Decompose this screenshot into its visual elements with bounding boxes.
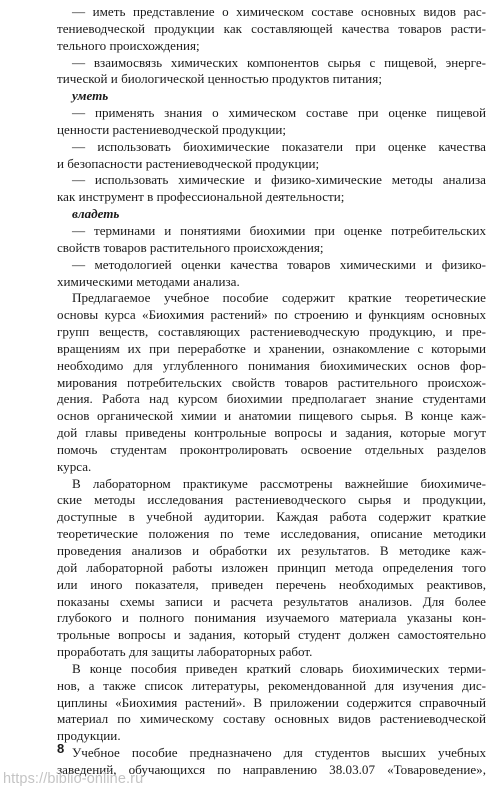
text-line: курса. bbox=[57, 458, 92, 474]
text-line: химическими методами анализа. bbox=[57, 273, 240, 289]
text-line: или иного показателя, приведен перечень необходимых реактивов, bbox=[57, 576, 486, 592]
text-line: доступные в учебной аудитории. Каждая работа содержит краткие bbox=[57, 509, 486, 525]
text-line: — использовать химические и физико-химические методы анализа bbox=[72, 172, 486, 188]
text-line: Предлагаемое учебное пособие содержит краткие теоретические bbox=[72, 290, 486, 306]
text-line: заведений, обучающихся по направлению 38.03.07 «Товароведение», bbox=[57, 761, 486, 777]
text-line: трольные вопросы и задания, который студент должен самостоятельно bbox=[57, 627, 486, 643]
text-line: дой лабораторной работы изложен принцип метода определения того bbox=[57, 559, 486, 575]
page-number: 8 bbox=[57, 741, 65, 756]
text-line: дения. Работа над курсом биохимии предполагает знание студентами bbox=[57, 391, 486, 407]
text-line: проведения анализов и обработки их результатов. В методике каж- bbox=[57, 543, 486, 558]
text-line: и безопасности растениеводческой продукции; bbox=[57, 155, 320, 171]
text-line: дой главы приведены контрольные вопросы и задания, которые могут bbox=[57, 425, 486, 441]
text-line: основ органической химии и анатомии пищевого сырья. В конце каж- bbox=[57, 408, 486, 424]
text-line: — взаимосвязь химических компонентов сырья с пищевой, энерге- bbox=[72, 54, 486, 70]
text-line: материал по химическому составу основных видов растениеводческой bbox=[57, 711, 486, 727]
text-line: групп веществ, составляющих растениеводческую продукцию, и пре- bbox=[57, 324, 486, 340]
text-line: помочь студентам проконтролировать освоение отдельных разделов bbox=[57, 441, 486, 457]
text-line: — применять знания о химическом составе при оценке пищевой bbox=[72, 105, 486, 121]
text-line: свойств товаров растительного происхождения; bbox=[57, 239, 324, 255]
source-watermark: https://biblio-online.ru bbox=[3, 771, 144, 787]
text-line: продукции. bbox=[57, 728, 121, 744]
text-line: основы курса «Биохимия растений» по строению и функциям основных bbox=[57, 307, 486, 323]
text-line: нов, а также список литературы, рекомендованной для изучения дис- bbox=[57, 677, 486, 693]
text-line: мирования потребительских свойств товаров растительного происхож- bbox=[57, 374, 486, 390]
text-line: тельного происхождения; bbox=[57, 37, 200, 53]
text-line: тениеводческой продукции как составляющей качества товаров расти- bbox=[57, 20, 486, 36]
text-line: тической и биологической ценностью продуктов питания; bbox=[57, 71, 382, 87]
text-line: необходимо для углубленного понимания биохимических основ фор- bbox=[57, 357, 486, 373]
text-line: глубокого и полного понимания изучаемого материала указаны кон- bbox=[57, 610, 486, 626]
text-line: В лабораторном практикуме рассмотрены важнейшие биохимиче- bbox=[72, 475, 486, 491]
section-heading: владеть bbox=[72, 206, 120, 222]
text-line: вращениям их при переработке и хранении, ознакомление с которыми bbox=[57, 340, 486, 356]
text-line: В конце пособия приведен краткий словарь биохимических терми- bbox=[72, 660, 486, 676]
text-line: — использовать биохимические показатели при оценке качества bbox=[72, 138, 486, 154]
text-line: ские методы исследования растениеводческого сырья и продукции, bbox=[57, 492, 486, 508]
text-line: ценности растениеводческой продукции; bbox=[57, 121, 286, 137]
text-line: как инструмент в профессиональной деятельности; bbox=[57, 189, 345, 205]
text-line: — иметь представление о химическом составе основных видов рас- bbox=[72, 4, 486, 19]
text-line: — терминами и понятиями биохимии при оценке потребительских bbox=[72, 222, 486, 238]
text-line: — методологией оценки качества товаров химическими и физико- bbox=[72, 256, 486, 272]
text-line: Учебное пособие предназначено для студентов высших учебных bbox=[72, 745, 486, 761]
section-heading: уметь bbox=[72, 88, 109, 104]
text-line: проработать для защиты лабораторных работ. bbox=[57, 644, 313, 660]
text-line: показаны схемы записи и расчета результатов анализов. Для более bbox=[57, 593, 486, 609]
page-body bbox=[57, 4, 486, 779]
text-line: циплины «Биохимия растений». В приложении содержится справочный bbox=[57, 694, 486, 710]
text-line: теоретические положения по теме исследования, описание методики bbox=[57, 526, 486, 542]
